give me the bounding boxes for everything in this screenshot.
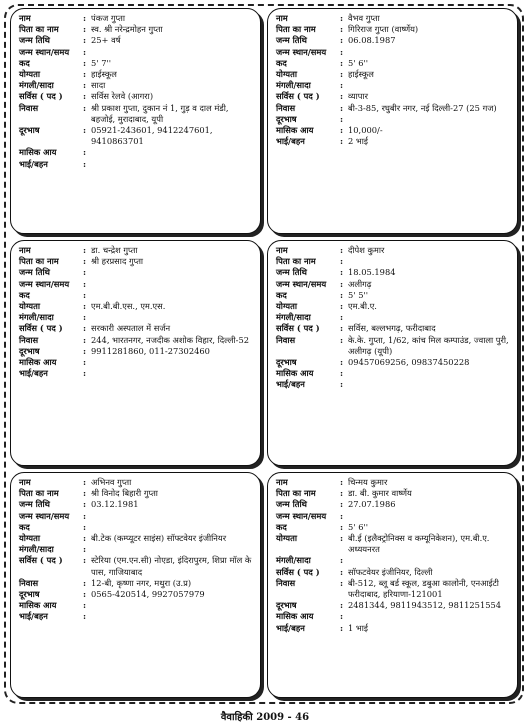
field-label-manglik: मंगली/सादा — [276, 80, 311, 91]
field-colon: : — [83, 69, 87, 80]
field-value-birth — [348, 511, 511, 522]
field-colon: : — [340, 35, 344, 46]
field-label-father: पिता का नाम — [276, 488, 316, 499]
field-label-manglik: मंगली/सादा — [276, 312, 311, 323]
field-label-name: नाम — [276, 245, 288, 255]
field-colon: : — [83, 80, 87, 91]
field-value-name: पंकज गुप्ता — [91, 13, 125, 23]
field-colon: : — [83, 102, 87, 113]
field-label-siblings: भाई/बहन — [276, 136, 305, 147]
field-row-siblings — [276, 379, 511, 390]
field-value-manglik — [348, 80, 511, 91]
field-row-phone — [276, 600, 511, 611]
field-label-manglik: मंगली/सादा — [19, 312, 54, 323]
field-value-siblings — [91, 611, 254, 622]
field-row-siblings — [276, 136, 511, 147]
field-colon: : — [340, 499, 344, 510]
field-colon: : — [340, 46, 344, 57]
field-value-birth — [91, 511, 254, 522]
field-value-service: व्यापार — [348, 91, 369, 102]
field-value-service: सर्विस, बल्लभगढ़, फरीदाबाद — [348, 323, 436, 334]
profile-card — [10, 472, 261, 698]
field-label-edu: योग्यता — [19, 533, 40, 544]
field-value-service: सर्विस रेलवे (आगरा) — [91, 91, 154, 102]
field-label-edu: योग्यता — [276, 69, 297, 80]
field-colon: : — [83, 323, 87, 334]
field-colon: : — [340, 477, 344, 487]
field-value-siblings: 2 भाई — [348, 136, 368, 147]
field-colon: : — [83, 510, 87, 521]
field-label-service: सर्विस ( पद ) — [276, 323, 320, 334]
field-label-name: नाम — [19, 477, 31, 487]
field-colon: : — [83, 256, 87, 267]
field-colon: : — [83, 289, 87, 300]
field-colon: : — [83, 577, 87, 588]
field-label-siblings: भाई/बहन — [276, 379, 305, 390]
field-row-dob — [276, 499, 511, 510]
field-row-name — [276, 245, 511, 256]
field-colon: : — [83, 13, 87, 23]
field-colon: : — [340, 289, 344, 300]
field-value-siblings — [91, 368, 254, 379]
field-label-height: कद — [276, 289, 287, 300]
field-row-siblings — [19, 611, 254, 622]
field-colon: : — [340, 566, 344, 577]
field-row-height — [19, 290, 254, 301]
field-row-height — [19, 58, 254, 69]
field-label-phone: दूरभाष — [19, 345, 40, 356]
field-label-dob: जन्म तिथि — [276, 499, 307, 510]
field-row-service — [276, 323, 511, 334]
field-label-service: सर्विस ( पद ) — [19, 555, 63, 566]
field-colon: : — [83, 345, 87, 356]
field-colon: : — [83, 312, 87, 323]
field-row-birth — [276, 47, 511, 58]
field-row-manglik — [19, 312, 254, 323]
field-row-phone — [276, 357, 511, 368]
field-row-father — [19, 24, 254, 35]
field-row-edu — [19, 533, 254, 544]
field-row-name — [276, 477, 511, 488]
field-label-name: नाम — [276, 477, 288, 487]
field-row-address — [276, 335, 511, 357]
field-row-income — [19, 147, 254, 158]
field-label-address: निवास — [19, 334, 39, 345]
field-colon: : — [83, 334, 87, 345]
field-colon: : — [83, 499, 87, 510]
field-label-father: पिता का नाम — [19, 488, 59, 499]
field-colon: : — [83, 57, 87, 68]
field-row-name — [19, 245, 254, 256]
field-row-address — [276, 103, 511, 114]
field-row-manglik — [276, 555, 511, 566]
field-value-birth — [348, 47, 511, 58]
field-row-height — [19, 522, 254, 533]
field-colon: : — [83, 555, 87, 566]
field-value-dob: 25+ वर्ष — [91, 35, 121, 46]
field-value-dob — [91, 267, 254, 278]
field-label-edu: योग्यता — [276, 301, 297, 312]
field-value-birth — [91, 279, 254, 290]
field-row-father — [276, 24, 511, 35]
field-row-edu — [19, 69, 254, 80]
field-row-edu — [19, 301, 254, 312]
field-row-address — [19, 578, 254, 589]
field-label-height: कद — [19, 521, 30, 532]
field-label-address: निवास — [19, 102, 39, 113]
field-colon: : — [83, 267, 87, 278]
field-colon: : — [83, 301, 87, 312]
field-label-phone: दूरभाष — [19, 589, 40, 600]
field-colon: : — [83, 544, 87, 555]
field-colon: : — [83, 533, 87, 544]
field-colon: : — [340, 357, 344, 368]
field-row-father — [276, 256, 511, 267]
field-label-dob: जन्म तिथि — [19, 499, 50, 510]
field-colon: : — [340, 323, 344, 334]
field-label-siblings: भाई/बहन — [276, 622, 305, 633]
field-colon: : — [83, 46, 87, 57]
field-row-dob — [276, 267, 511, 278]
field-colon: : — [83, 278, 87, 289]
field-row-service — [19, 91, 254, 102]
field-colon: : — [340, 577, 344, 588]
field-label-service: सर्विस ( पद ) — [276, 91, 320, 102]
field-value-manglik: सादा — [91, 80, 106, 91]
field-colon: : — [340, 368, 344, 379]
field-label-birth: जन्म स्थान/समय — [19, 46, 70, 57]
field-label-income: मासिक आय — [276, 368, 314, 379]
field-row-service — [276, 91, 511, 102]
field-value-siblings: 1 भाई — [348, 622, 368, 633]
field-value-service: सरकारी अस्पताल में सर्जन — [91, 323, 171, 334]
field-label-income: मासिक आय — [276, 125, 314, 136]
field-label-phone: दूरभाष — [276, 113, 297, 124]
field-label-dob: जन्म तिथि — [276, 267, 307, 278]
field-value-father: स्व. श्री नरेन्द्रमोहन गुप्ता — [91, 24, 163, 35]
field-label-birth: जन्म स्थान/समय — [19, 278, 70, 289]
field-colon: : — [340, 245, 344, 255]
field-label-dob: जन्म तिथि — [19, 35, 50, 46]
field-row-income — [19, 357, 254, 368]
field-colon: : — [340, 136, 344, 147]
field-colon: : — [83, 600, 87, 611]
field-row-manglik — [276, 312, 511, 323]
field-value-birth: अलीगढ़ — [348, 278, 372, 289]
field-value-dob: 03.12.1981 — [91, 499, 139, 510]
field-label-manglik: मंगली/सादा — [19, 544, 54, 555]
field-colon: : — [340, 622, 344, 633]
field-row-siblings — [276, 623, 511, 634]
field-row-phone — [19, 589, 254, 600]
page-footer: वैवाहिकी 2009 - 46 — [220, 712, 310, 723]
profile-card — [267, 8, 518, 234]
field-label-phone: दूरभाष — [19, 125, 40, 136]
field-label-service: सर्विस ( पद ) — [276, 566, 320, 577]
field-value-dob: 06.08.1987 — [348, 35, 396, 46]
field-value-name: चिन्मय कुमार — [348, 477, 388, 487]
field-value-income — [348, 611, 511, 622]
field-row-dob — [19, 499, 254, 510]
field-value-service: सॉफटवेयर इंजीनियर, दिल्ली — [348, 566, 433, 577]
field-row-siblings — [19, 159, 254, 170]
field-value-income — [91, 357, 254, 368]
field-row-height — [276, 58, 511, 69]
field-row-edu — [276, 301, 511, 312]
field-row-birth — [276, 279, 511, 290]
field-colon: : — [340, 57, 344, 68]
field-value-manglik — [348, 555, 511, 566]
field-row-income — [276, 368, 511, 379]
field-colon: : — [340, 510, 344, 521]
field-value-address: बी-512, ब्लू बर्ड स्कूल, डबुआ कालोनी, एनआईटी फरीदाबाद, हरियाणा-121001 — [348, 577, 499, 600]
field-value-name: वैभव गुप्ता — [348, 13, 380, 23]
field-colon: : — [340, 113, 344, 124]
field-label-height: कद — [276, 521, 287, 532]
field-label-height: कद — [276, 57, 287, 68]
field-value-address: 244, भारतनगर, नजदीक अशोक विहार, दिल्ली-52 — [91, 334, 250, 345]
field-row-height — [276, 290, 511, 301]
field-label-address: निवास — [276, 334, 296, 345]
field-value-father: गिरिराज गुप्ता (वार्ष्णेय) — [348, 24, 419, 35]
field-row-address — [276, 578, 511, 600]
field-row-manglik — [276, 80, 511, 91]
field-value-name: अभिनव गुप्ता — [91, 477, 132, 487]
field-colon: : — [340, 80, 344, 91]
field-colon: : — [340, 278, 344, 289]
field-row-service — [276, 567, 511, 578]
field-value-phone: 9911281860, 011-27302460 — [91, 345, 210, 356]
field-label-service: सर्विस ( पद ) — [19, 323, 63, 334]
field-row-service — [19, 555, 254, 577]
field-row-birth — [19, 47, 254, 58]
field-row-name — [19, 13, 254, 24]
field-row-name — [276, 13, 511, 24]
field-label-service: सर्विस ( पद ) — [19, 91, 63, 102]
field-row-father — [276, 488, 511, 499]
field-colon: : — [83, 477, 87, 487]
field-row-income — [19, 600, 254, 611]
field-row-edu — [276, 533, 511, 555]
field-label-birth: जन्म स्थान/समय — [276, 510, 327, 521]
field-label-father: पिता का नाम — [276, 24, 316, 35]
field-colon: : — [340, 256, 344, 267]
field-label-name: नाम — [276, 13, 288, 23]
field-label-siblings: भाई/बहन — [19, 368, 48, 379]
field-label-siblings: भाई/बहन — [19, 611, 48, 622]
field-value-height: 5' 5'' — [348, 289, 369, 300]
field-colon: : — [83, 147, 87, 158]
field-colon: : — [83, 357, 87, 368]
field-value-father: डा. बी. कुमार वार्ष्णेय — [348, 488, 412, 499]
profile-card — [10, 8, 261, 234]
profile-card — [267, 472, 518, 698]
field-label-name: नाम — [19, 13, 31, 23]
field-value-manglik — [91, 544, 254, 555]
field-label-dob: जन्म तिथि — [276, 35, 307, 46]
field-colon: : — [83, 158, 87, 169]
field-value-height: 5' 6'' — [348, 521, 369, 532]
field-colon: : — [340, 125, 344, 136]
field-label-income: मासिक आय — [19, 357, 57, 368]
field-value-phone — [348, 114, 511, 125]
field-value-height — [91, 522, 254, 533]
profile-card — [10, 240, 261, 466]
field-row-name — [19, 477, 254, 488]
field-colon: : — [83, 245, 87, 255]
field-colon: : — [83, 125, 87, 136]
field-row-address — [19, 103, 254, 125]
field-colon: : — [340, 91, 344, 102]
field-value-edu: एम.बी.बी.एस., एम.एस. — [91, 301, 166, 312]
field-row-birth — [19, 279, 254, 290]
field-value-service: स्टेरिया (एम.एन.सी) नोएडा, इंदिरापुरम, शिप्रा मॉल के पास, गाजियाबाद — [91, 555, 252, 577]
profile-grid — [10, 8, 518, 698]
field-row-father — [19, 256, 254, 267]
field-colon: : — [83, 24, 87, 35]
field-value-height — [91, 290, 254, 301]
field-colon: : — [83, 611, 87, 622]
field-label-father: पिता का नाम — [276, 256, 316, 267]
field-value-address: के.के. गुप्ता, 1/62, कांच मिल कम्पाउंड, ज्वाला पुरी, अलीगढ़ (यूपी) — [348, 334, 509, 356]
field-row-income — [276, 125, 511, 136]
field-row-birth — [19, 511, 254, 522]
field-value-father: श्री हरप्रसाद गुप्ता — [91, 256, 144, 267]
field-row-birth — [276, 511, 511, 522]
field-value-birth — [91, 47, 254, 58]
field-colon: : — [340, 312, 344, 323]
field-value-father: श्री विनोद बिहारी गुप्ता — [91, 488, 158, 499]
field-label-birth: जन्म स्थान/समय — [276, 46, 327, 57]
field-label-edu: योग्यता — [19, 301, 40, 312]
field-label-height: कद — [19, 57, 30, 68]
field-label-name: नाम — [19, 245, 31, 255]
field-value-income — [91, 147, 254, 158]
field-colon: : — [340, 301, 344, 312]
profile-card — [267, 240, 518, 466]
field-colon: : — [340, 488, 344, 499]
field-label-dob: जन्म तिथि — [19, 267, 50, 278]
field-colon: : — [340, 13, 344, 23]
field-value-height: 5' 7'' — [91, 57, 112, 68]
field-value-dob: 27.07.1986 — [348, 499, 396, 510]
field-colon: : — [83, 35, 87, 46]
field-label-address: निवास — [276, 102, 296, 113]
field-row-manglik — [19, 80, 254, 91]
field-label-father: पिता का नाम — [19, 24, 59, 35]
field-row-height — [276, 522, 511, 533]
field-colon: : — [83, 589, 87, 600]
field-colon: : — [340, 24, 344, 35]
field-value-address: श्री प्रकाश गुप्ता, दुकान नं 1, गुड़ व दाल मंडी, बहजोई, मुरादाबाद, यूपी — [91, 102, 229, 124]
field-label-income: मासिक आय — [19, 600, 57, 611]
field-value-siblings — [348, 379, 511, 390]
field-label-birth: जन्म स्थान/समय — [19, 510, 70, 521]
field-row-phone — [276, 114, 511, 125]
field-row-dob — [19, 267, 254, 278]
field-label-address: निवास — [276, 577, 296, 588]
field-value-manglik — [348, 312, 511, 323]
field-colon: : — [83, 368, 87, 379]
field-colon: : — [340, 102, 344, 113]
field-colon: : — [340, 69, 344, 80]
field-value-income — [348, 368, 511, 379]
field-value-phone: 0565-420514, 9927057979 — [91, 589, 205, 600]
field-row-phone — [19, 346, 254, 357]
field-value-phone: 05921-243601, 9412247601, 9410863701 — [91, 125, 213, 147]
field-value-siblings — [91, 159, 254, 170]
field-row-income — [276, 611, 511, 622]
field-colon: : — [340, 521, 344, 532]
field-value-height: 5' 6'' — [348, 57, 369, 68]
field-colon: : — [340, 611, 344, 622]
field-label-income: मासिक आय — [276, 611, 314, 622]
field-value-phone: 09457069256, 09837450228 — [348, 357, 470, 368]
field-row-father — [19, 488, 254, 499]
field-row-manglik — [19, 544, 254, 555]
field-colon: : — [340, 267, 344, 278]
field-row-edu — [276, 69, 511, 80]
field-row-address — [19, 335, 254, 346]
field-colon: : — [340, 334, 344, 345]
field-label-father: पिता का नाम — [19, 256, 59, 267]
field-row-siblings — [19, 368, 254, 379]
field-row-phone — [19, 125, 254, 147]
field-label-phone: दूरभाष — [276, 600, 297, 611]
field-value-edu: एम.बी.ए. — [348, 301, 377, 312]
field-row-service — [19, 323, 254, 334]
field-colon: : — [340, 600, 344, 611]
field-value-edu: बी.ई (इलैक्ट्रोनिक्स व कम्यूनिकेशन), एम.बी.ए. अध्ययनरत — [348, 533, 490, 555]
field-label-manglik: मंगली/सादा — [276, 555, 311, 566]
field-label-address: निवास — [19, 577, 39, 588]
field-label-height: कद — [19, 289, 30, 300]
field-value-income: 10,000/- — [348, 125, 383, 136]
field-row-dob — [276, 35, 511, 46]
field-colon: : — [83, 91, 87, 102]
field-label-edu: योग्यता — [19, 69, 40, 80]
field-row-dob — [19, 35, 254, 46]
field-colon: : — [83, 488, 87, 499]
field-value-edu: बी.टेक (कम्प्यूटर साइंस) सॉफ्टवेयर इंजीनियर — [91, 533, 227, 544]
field-label-manglik: मंगली/सादा — [19, 80, 54, 91]
field-value-phone: 2481344, 9811943512, 9811251554 — [348, 600, 502, 611]
field-value-dob: 18.05.1984 — [348, 267, 396, 278]
field-label-birth: जन्म स्थान/समय — [276, 278, 327, 289]
field-colon: : — [340, 533, 344, 544]
field-value-name: डा. चन्द्रेश गुप्ता — [91, 245, 138, 255]
field-value-manglik — [91, 312, 254, 323]
field-label-edu: योग्यता — [276, 533, 297, 544]
field-value-address: बी-3-85, रघुबीर नगर, नई दिल्ली-27 (25 गज) — [348, 102, 497, 113]
field-value-father — [348, 256, 511, 267]
field-value-address: 12-बी, कृष्णा नगर, मथुरा (उ.प्र) — [91, 577, 192, 588]
field-colon: : — [340, 379, 344, 390]
field-colon: : — [340, 555, 344, 566]
field-label-income: मासिक आय — [19, 147, 57, 158]
field-value-name: दीपेश कुमार — [348, 245, 385, 255]
field-label-siblings: भाई/बहन — [19, 158, 48, 169]
field-label-phone: दूरभाष — [276, 357, 297, 368]
field-colon: : — [83, 521, 87, 532]
field-value-edu: हाईस्कूल — [348, 69, 374, 80]
field-value-edu: हाईस्कूल — [91, 69, 117, 80]
field-value-income — [91, 600, 254, 611]
